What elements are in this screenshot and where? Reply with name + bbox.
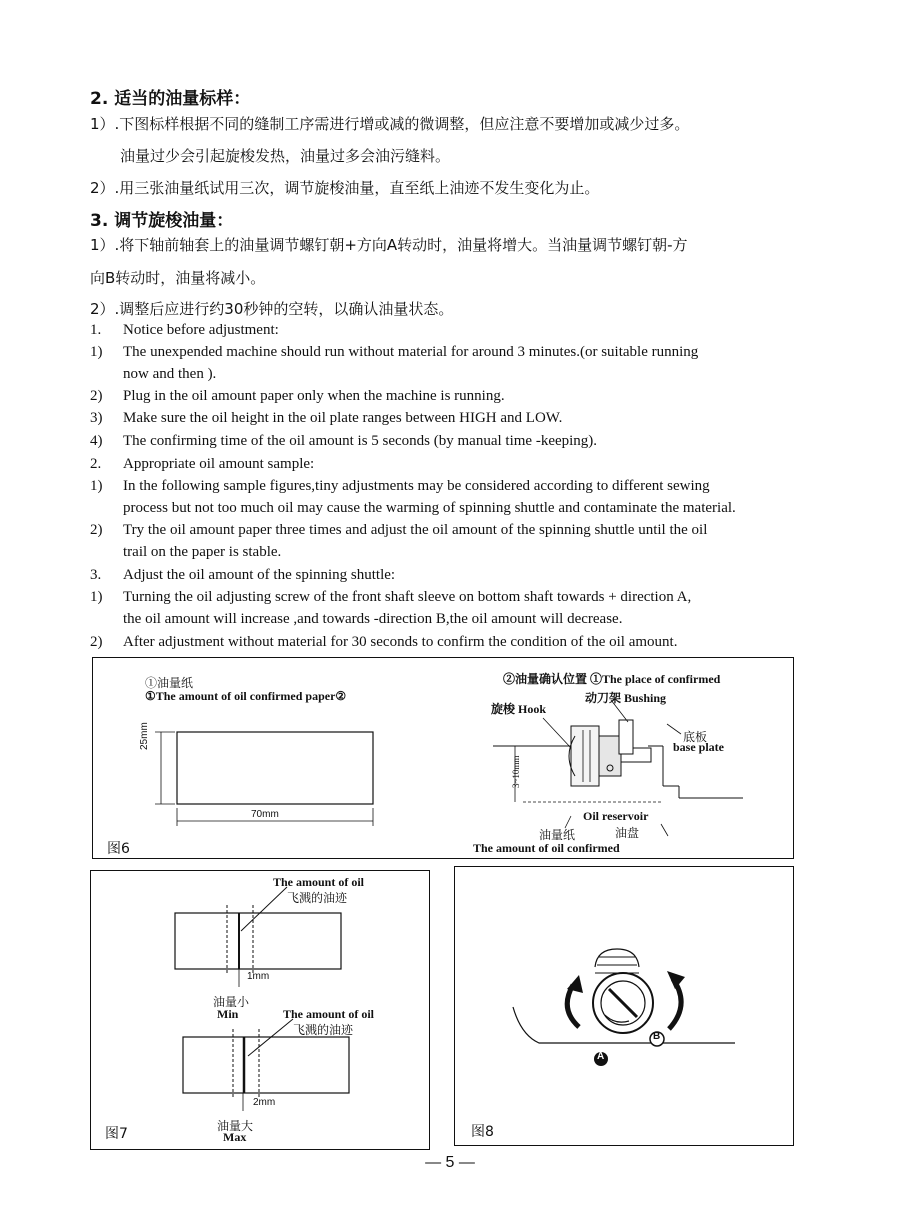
figure-number: 图7 [105,1126,128,1142]
height-dimension: 25mm [139,722,150,750]
section-2-heading: 2. 适当的油量标样： [90,89,251,109]
min-label-en: Min [217,1007,239,1021]
width-dimension: 70mm [251,809,279,820]
cn-paragraph-line: 油量过少会引起旋梭发热，油量过多会油污缝料。 [120,147,451,165]
figure-7 [90,870,430,1150]
oil-pan-cn: 油盘 [615,826,640,840]
figure-8 [454,866,794,1146]
max-label-en: Max [223,1130,247,1144]
cn-paragraph-line: 1）.将下轴前轴套上的油量调节螺钉朝+方向A转动时，油量将增大。当油量调节螺钉朝-方 [90,236,688,254]
oil-paper-cn: 油量纸 [539,828,576,842]
cn-paragraph-line: 向B转动时，油量将减小。 [90,269,266,287]
paper-label-cn: ①油量纸 [145,676,194,690]
oil-reservoir-label: Oil reservoir [583,809,649,823]
splash-trail-cn-mid: 飞溅的油迹 [293,1023,354,1037]
page-number: — 5 — [425,1154,475,1171]
oil-amount-label-top: The amount of oil [273,875,365,889]
bushing-label: 动刀架 Bushing [585,691,667,705]
section-3-heading: 3. 调节旋梭油量： [90,211,234,231]
oil-amount-label-mid: The amount of oil [283,1007,375,1021]
splash-trail-cn-top: 飞溅的油迹 [287,891,348,905]
figure-number: 图8 [471,1124,494,1140]
gap-dimension: 3~10mm [511,755,521,788]
amount-confirmed-label: The amount of oil confirmed [473,841,620,855]
cn-paragraph-line: 2）.用三张油量纸试用三次，调节旋梭油量，直至纸上油迹不发生变化为止。 [90,179,600,197]
hook-label: 旋梭 Hook [491,702,547,716]
adjusting-screw-drawing [455,867,793,1145]
figure-number: 图6 [107,841,130,857]
dimension-2mm: 2mm [253,1097,276,1108]
confirm-place-title: ②油量确认位置 ①The place of confirmed [503,672,721,686]
min-label-cn: 油量小 [213,995,250,1009]
paper-label-en: ①The amount of oil confirmed paper② [145,689,347,703]
direction-a-marker: A [597,1051,605,1062]
max-label-cn: 油量大 [217,1119,254,1133]
direction-b-marker: B [653,1031,661,1042]
dimension-1mm: 1mm [247,971,270,982]
base-plate-cn: 底板 [683,730,708,744]
base-plate-en: base plate [673,740,724,754]
cn-paragraph-line: 1）.下图标样根据不同的缝制工序需进行增或减的微调整，但应注意不要增加或减少过多。 [90,115,690,133]
figure-6 [92,657,794,859]
oil-paper-drawing [93,658,793,858]
cn-paragraph-line: 2）.调整后应进行约30秒钟的空转，以确认油量状态。 [90,300,454,318]
